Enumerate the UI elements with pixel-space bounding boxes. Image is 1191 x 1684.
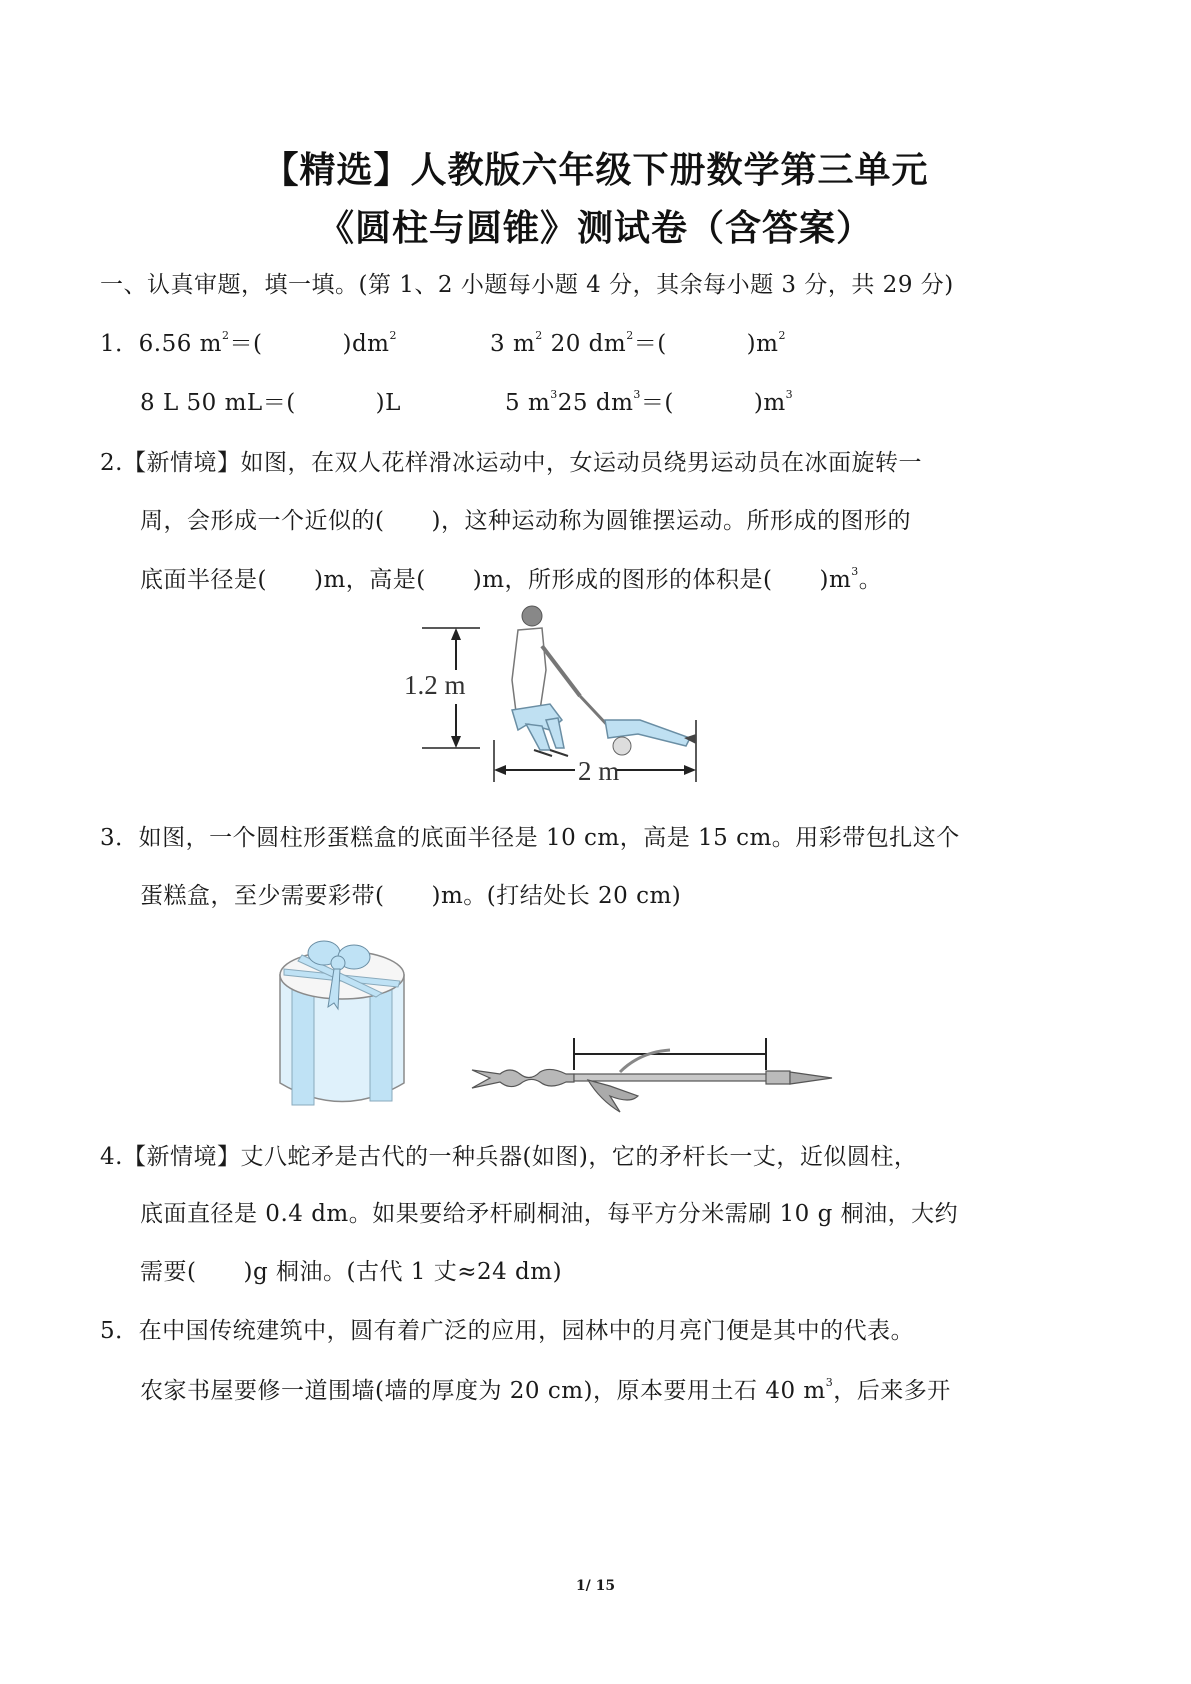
q2-line3-end: 。	[858, 567, 883, 593]
document-title-line1: 【精选】人教版六年级下册数学第三单元	[262, 150, 929, 191]
q2-line3-sup: 3	[851, 565, 859, 578]
spear-illustration	[470, 1000, 840, 1130]
q1-row2-a-left: 8 L 50 mL＝(	[140, 390, 296, 416]
figure-skaters	[400, 600, 720, 800]
q3-line2: 蛋糕盒，至少需要彩带( )m。(打结处长 20 cm)	[140, 883, 682, 909]
figure-spear	[470, 1000, 840, 1130]
q1-row2-a-right: )L	[375, 390, 401, 416]
document-title-line2: 《圆柱与圆锥》测试卷（含答案）	[317, 208, 873, 249]
q1-row1-b	[490, 325, 786, 358]
q2-line3	[140, 561, 882, 594]
q3-line1: 3．如图，一个圆柱形蛋糕盒的底面半径是 10 cm，高是 15 cm。用彩带包扎这个	[100, 825, 960, 851]
q1-a-mid: ＝(	[229, 331, 263, 357]
q2-line3-text: 底面半径是( )m，高是( )m，所形成的图形的体积是( )m	[140, 567, 852, 593]
q4-line2: 底面直径是 0.4 dm。如果要给矛杆刷桐油，每平方分米需刷 10 g 桐油，大约	[140, 1201, 959, 1227]
q1-b-mid1: 20 dm	[542, 331, 627, 357]
q1-row2-b-right: )m	[753, 390, 786, 416]
q1-row2-b-right-sup: 3	[785, 388, 794, 401]
q1-b-mid2: ＝(	[633, 331, 667, 357]
section1-heading: 一、认真审题，填一填。(第 1、2 小题每小题 4 分，其余每小题 3 分，共 29 分)	[100, 272, 954, 298]
q1-row1-a	[100, 325, 397, 358]
q4-line3: 需要( )g 桐油。(古代 1 丈≈24 dm)	[140, 1259, 563, 1285]
q1-a-left: 6.56 m	[138, 331, 222, 357]
q5-line2	[140, 1372, 951, 1405]
skaters-illustration	[400, 600, 720, 800]
q1-b-sup2: 2	[626, 329, 634, 342]
q1-b-right: )m	[746, 331, 779, 357]
q1-a-sup: 2	[221, 329, 230, 342]
height-label: 1.2 m	[404, 670, 466, 700]
width-label: 2 m	[578, 756, 620, 786]
q4-line1: 4.【新情境】丈八蛇矛是古代的一种兵器(如图)，它的矛杆长一丈，近似圆柱，	[100, 1144, 918, 1170]
cake-box-illustration	[272, 935, 412, 1115]
q5-line2-text: 农家书屋要修一道围墙(墙的厚度为 20 cm)，原本要用土石 40 m	[140, 1378, 826, 1404]
q1-b-sup1: 2	[535, 329, 543, 342]
q1-row2-b-sup1: 3	[550, 388, 558, 401]
q2-line1: 2.【新情境】如图，在双人花样滑冰运动中，女运动员绕男运动员在冰面旋转一	[100, 450, 922, 476]
q5-line2-sup: 3	[825, 1376, 834, 1389]
q1-row2-b-mid2: ＝(	[640, 390, 674, 416]
q5-line1: 5．在中国传统建筑中，圆有着广泛的应用，园林中的月亮门便是其中的代表。	[100, 1318, 915, 1344]
q5-line2-end: ，后来多开	[833, 1378, 951, 1404]
figure-cake-box	[272, 935, 412, 1115]
q1-row2-b-left: 5 m	[505, 390, 551, 416]
q1-row2-b-mid1: 25 dm	[557, 390, 634, 416]
page-number: 1/ 15	[575, 1578, 616, 1594]
q1-b-right-sup: 2	[778, 329, 786, 342]
q2-line2: 周，会形成一个近似的( )，这种运动称为圆锥摆运动。所形成的图形的	[140, 508, 911, 534]
q1-a-right-sup: 2	[389, 329, 397, 342]
q1-b-left: 3 m	[490, 331, 536, 357]
q1-a-right: )dm	[342, 331, 390, 357]
q1-row2-b	[505, 384, 793, 417]
q1-row2-b-sup2: 3	[633, 388, 641, 401]
q1-row2-a	[140, 384, 401, 417]
q1-number: 1．	[100, 331, 139, 357]
